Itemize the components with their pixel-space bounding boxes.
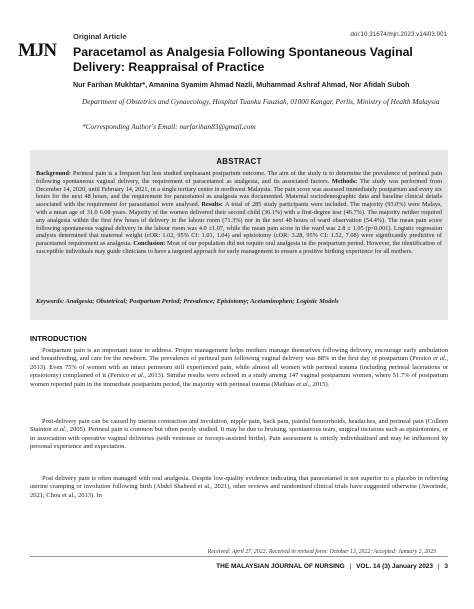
footer-separator: | (437, 563, 440, 570)
introduction-heading: INTRODUCTION (30, 334, 87, 343)
journal-logo: MJN (18, 40, 57, 61)
p1-part-a: Postpartum pain is an important issue to address. Proper management helps mothers manage themselves following delivery, encourage early ambulation and breastfeeding, and care for the newborn. The prevalence of perineal pain following vaginal delivery was 88% in the first day of postpartum (Persico (30, 347, 448, 363)
keywords: Keywords: Analgesia; Obstetrical; Postpartum Period; Prevalence; Episiotomy; Acetaminophen; Logistic Models (36, 298, 339, 305)
p1-etal-1: et al. (433, 355, 447, 363)
journal-volume: VOL. 14 (3) January 2023 (356, 563, 434, 570)
p1-part-b: , 2013). Even 75% of women with an intact perineum still experienced pain, while almost all women with perineal trauma (including perineal lacerations or episiotomy) complained of it (Persico (30, 355, 449, 380)
authors: Nur Farihan Mukhtar*, Amanina Syamim Ahmad Nazli, Muhammad Ashraf Ahmad, Nor Afidah Suboh (73, 81, 410, 89)
corresponding-author: *Corresponding Author's Email: nurfarihan83@gmail.com (82, 122, 256, 131)
page-number: 3 (444, 563, 448, 570)
footer-separator: | (349, 563, 352, 570)
p1-part-c: , 2013). Similar results were echoed in a study among 147 vaginal postpartum women, where 51.7% of postpartum women reported pain in the immediate postpartum period, the majority with perineal trauma (Mathias (30, 372, 449, 388)
received-dates: Received: April 27, 2022; Received in revised form: October 13, 2022; Accepted: January 2, 2023 (207, 549, 436, 555)
p1-etal-2: et al. (131, 372, 145, 380)
intro-paragraph-1 (30, 347, 448, 389)
p1-part-d: , 2015). (309, 380, 330, 388)
p1-etal-3: et al. (296, 380, 310, 388)
p2-etal: et al. (53, 426, 67, 434)
conclusion-text: Most of our population did not require oral analgesia in the postpartum period. However, the identification of susceptible individuals may guide clinicians to have a targeted approach for early management to ensure a positive birthing experience for all mothers. (36, 240, 442, 255)
abstract-heading: ABSTRACT (216, 157, 262, 166)
p2-part-a: Post-delivery pain can be caused by uterine contraction and involution, nipple pain, back pain, painful hemorrhoids, headaches, and perineal pain (Colleen Stainton (30, 418, 448, 434)
results-text: A total of 285 study participants were included. The majority (93.0%) were Malays, with a mean age of 31.0 6.08 years. Majority of the women delivered their second child (36.1%) with a first-degree tear (46.7%). The majority neither required any analgesia within the first few hours of delivery in the labour room (71.3%) nor in the next 48 hours of ward observation (54.4%). The mean pain score following spontaneous vaginal delivery in the labour room was 4.0 ±1.07, while the mean pain score in the ward was 2.8 ± 1.05 (p<0.001). Logistic regression analysis determined that maternal weight (cOR: 1.02, 95% CI: 1.01, 1.04) and episiotomy (cOR: 3.28, 95% CI: 1.52, 7.08) were significantly predictive of paracetamol requirement as analgesia. (36, 201, 442, 248)
results-label: Results: (201, 201, 226, 209)
methods-text: The study was performed from December 14, 2020, until February 14, 2021, in a single tertiary centre in northwest Malaysia. The pain score was assessed immediately postpartum and every six hours for the next 48 hours, and the requirement for paracetamol as analgesia was documented. Maternal sociodemographic data and baseline clinical details associated with the requirement for paracetamol were analysed. (36, 177, 442, 209)
background-text: Perineal pain is a frequent but less studied unpleasant postpartum outcome. The aim of the study is to determine the prevalence of perineal pain following spontaneous vaginal delivery, the requirement of paracetamol as analgesia, and its associated factors. (36, 170, 443, 185)
affiliation: Department of Obstetrics and Gynaecology, Hospital Tuanku Fauziah, 01000 Kangar, Perlis, Ministry of Health Malaysia (82, 97, 440, 106)
methods-label: Methods: (331, 177, 360, 185)
journal-name: THE MALAYSIAN JOURNAL OF NURSING (216, 563, 345, 570)
abstract-body (36, 170, 442, 256)
article-type: Original Article (73, 32, 127, 41)
abstract-box (30, 150, 448, 320)
conclusion-label: Conclusion: (133, 240, 168, 248)
footer-divider (30, 556, 448, 557)
doi[interactable]: doi:10.31674/mjn.2023.v14i03.001 (350, 31, 447, 38)
intro-paragraph-2 (30, 418, 448, 452)
article-title: Paracetamol as Analgesia Following Spontaneous Vaginal Delivery: Reappraisal of Practice (73, 45, 413, 74)
background-label: Background: (36, 170, 73, 177)
p2-part-b: , 2005). Perineal pain is common but often poorly studied. It may be due to bruising, spontaneous tears, surgical incisions such as episiotomies, or in association with operative vaginal deliveries (with ventouse or forceps-assisted births). Pain assessment is strictly individualised and may be influenced by personal experience and expectation. (30, 426, 449, 451)
page-footer (216, 563, 448, 570)
intro-paragraph-3: Post delivery pain is often managed with oral analgesia. Despite low-quality evidence indicating that paracetamol is not superior to a placebo in relieving uterine cramping or involution following birth (Abdel Shaheed et al., 2021), other reviews and randomised clinical trials have suggested otherwise (Aworinde, 2021; Chou et al., 2013). In (30, 475, 448, 499)
